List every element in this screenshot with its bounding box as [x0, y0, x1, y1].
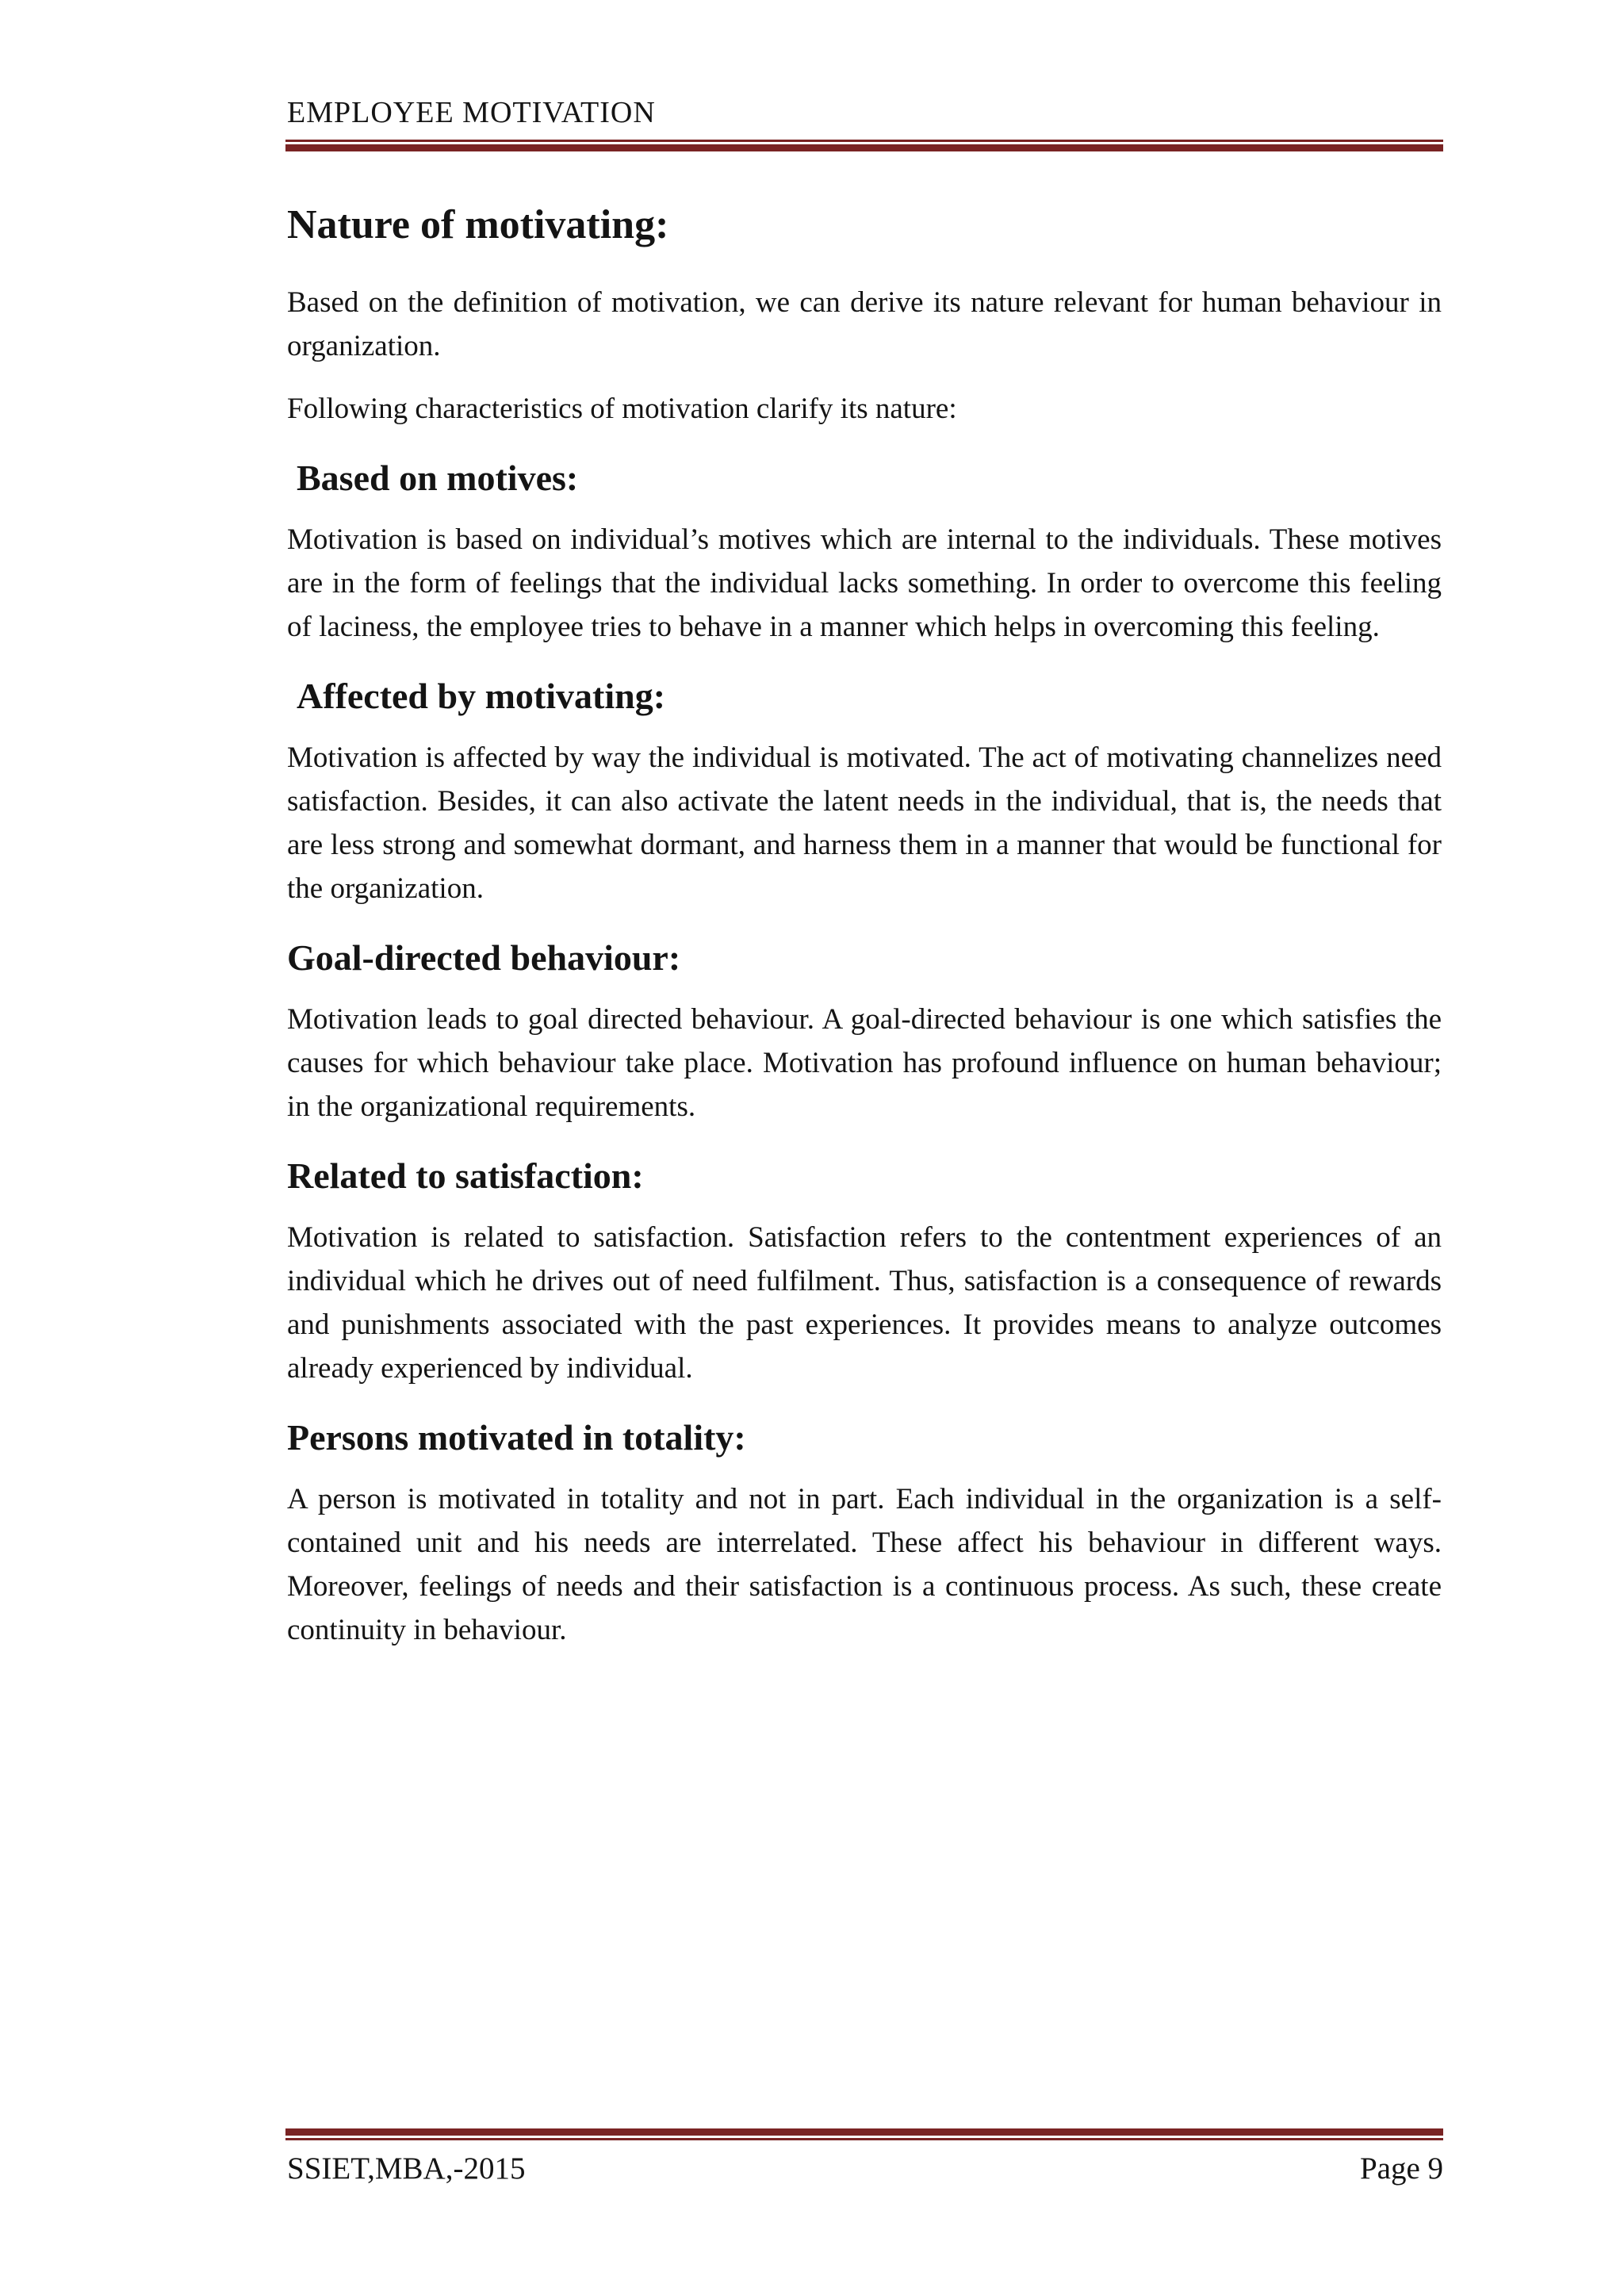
- page-content: [287, 198, 1442, 1671]
- header-title: EMPLOYEE MOTIVATION: [287, 96, 656, 129]
- header-rule: [285, 140, 1443, 151]
- page-title: Nature of motivating:: [287, 202, 669, 247]
- footer-rule: [285, 2128, 1443, 2140]
- section-body-persons-motivated-in-totality: A person is motivated in totality and not in part. Each individual in the organization is a self-contained unit and his needs are interrelated. These affect his behaviour in different ways. Moreover, feelings of needs and their satisfaction is a continuous process. As such, these create continuity in behaviour.: [287, 1483, 1442, 1646]
- section-body-based-on-motives: Motivation is based on individual’s motives which are internal to the individuals. These motives are in the form of feelings that the individual lacks something. In order to overcome this feeling of laciness, the employee tries to behave in a manner which helps in overcoming this feeling.: [287, 523, 1442, 643]
- footer-institution: SSIET,MBA,-2015: [287, 2151, 526, 2186]
- section-heading-goal-directed-behaviour: Goal-directed behaviour:: [287, 937, 681, 978]
- section-heading-related-to-satisfaction: Related to satisfaction:: [287, 1155, 644, 1196]
- footer-rule-thick: [285, 2128, 1443, 2136]
- section-body-related-to-satisfaction: Motivation is related to satisfaction. Satisfaction refers to the contentment experiences of an individual which he drives out of need fulfilment. Thus, satisfaction is a consequence of rewards and punishments associated with the past experiences. It provides means to analyze outcomes already experienced by individual.: [287, 1221, 1442, 1385]
- footer-rule-thin: [285, 2138, 1443, 2140]
- intro-paragraph: Based on the definition of motivation, we can derive its nature relevant for human behaviour in organization.: [287, 286, 1442, 362]
- section-heading-persons-motivated-in-totality: Persons motivated in totality:: [287, 1417, 746, 1458]
- intro-paragraph: Following characteristics of motivation clarify its nature:: [287, 393, 957, 425]
- section-heading-affected-by-motivating: Affected by motivating:: [297, 676, 666, 716]
- section-body-affected-by-motivating: Motivation is affected by way the individual is motivated. The act of motivating channelizes need satisfaction. Besides, it can also activate the latent needs in the individual, that is, the needs that are less strong and somewhat dormant, and harness them in a manner that would be functional for the organization.: [287, 741, 1442, 905]
- section-body-goal-directed-behaviour: Motivation leads to goal directed behaviour. A goal-directed behaviour is one which satisfies the causes for which behaviour take place. Motivation has profound influence on human behaviour; in the organizational requirements.: [287, 1003, 1442, 1123]
- header-rule-thick: [285, 144, 1443, 151]
- section-heading-based-on-motives: Based on motives:: [297, 458, 579, 498]
- page-number: Page 9: [1359, 2151, 1443, 2186]
